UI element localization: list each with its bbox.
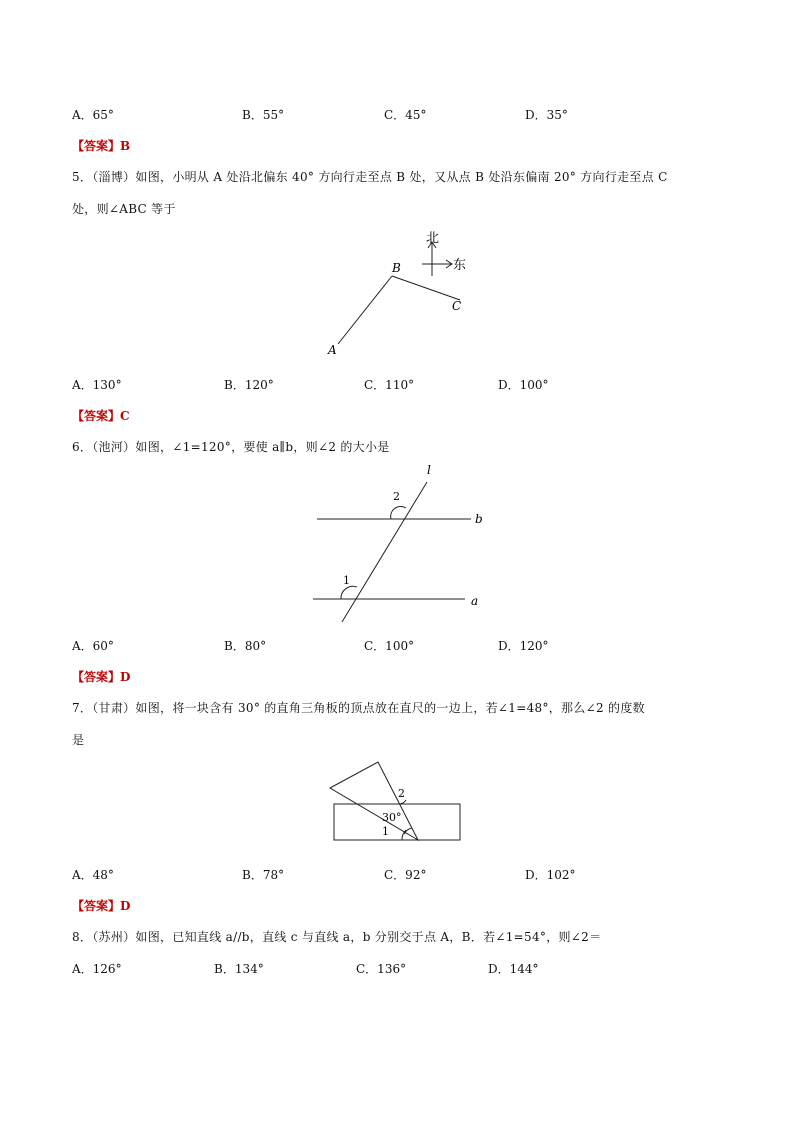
segment-ab — [338, 276, 392, 344]
q5-text-line1: 5．（淄博）如图，小明从 A 处沿北偏东 40° 方向行走至点 B 处，又从点 B 处沿东偏南 20° 方向行走至点 C — [72, 170, 668, 184]
q4-answer — [72, 137, 130, 154]
q8-option-d: D．144° — [488, 962, 539, 976]
q5-figure — [310, 228, 490, 358]
q6-option-d: D．120° — [498, 639, 549, 653]
q5-option-a: A．130° — [72, 378, 122, 392]
q8-option-b: B．134° — [214, 962, 264, 976]
q8-options — [72, 960, 672, 976]
answer-label: 【答案】 — [72, 139, 121, 153]
angle-1-label: 1 — [343, 574, 350, 587]
answer-label: 【答案】 — [72, 670, 121, 684]
answer-value: B — [120, 139, 131, 153]
q8-option-c: C．136° — [356, 962, 407, 976]
q7-text-line2: 是 — [72, 733, 85, 747]
line-b-label: b — [475, 512, 483, 526]
q5-text-line2: 处，则∠ABC 等于 — [72, 202, 176, 216]
answer-label: 【答案】 — [72, 899, 121, 913]
q7-option-a: A．48° — [72, 868, 114, 882]
q5-option-c: C．110° — [364, 378, 415, 392]
q5-options — [72, 376, 672, 392]
point-a-label: A — [328, 343, 337, 357]
q6-option-c: C．100° — [364, 639, 415, 653]
angle-30-label: 30° — [382, 811, 402, 824]
q5-option-b: B．120° — [224, 378, 274, 392]
compass-east-label: 东 — [453, 258, 467, 273]
q4-option-a: A．65° — [72, 108, 114, 122]
compass-north-label: 北 — [426, 231, 440, 246]
q7-answer — [72, 897, 130, 914]
q7-option-b: B．78° — [242, 868, 285, 882]
q4-option-b: B．55° — [242, 108, 285, 122]
q4-option-c: C．45° — [384, 108, 427, 122]
angle-1-arc — [341, 586, 357, 599]
answer-label: 【答案】 — [72, 409, 121, 423]
angle-2-label: 2 — [393, 490, 400, 503]
q7-options — [72, 866, 672, 882]
angle-2-arc — [391, 506, 406, 519]
answer-value: D — [120, 899, 131, 913]
point-c-label: C — [452, 299, 462, 313]
segment-bc — [392, 276, 460, 300]
q6-answer — [72, 668, 130, 685]
q6-text-line1: 6．（池河）如图，∠1=120°，要使 a∥b，则∠2 的大小是 — [72, 440, 390, 454]
line-a-label: a — [471, 594, 479, 608]
q4-option-d: D．35° — [525, 108, 568, 122]
q5-option-d: D．100° — [498, 378, 549, 392]
q5-answer — [72, 407, 130, 424]
line-l-label: l — [427, 463, 431, 477]
q7-option-d: D．102° — [525, 868, 576, 882]
q7-text-line1: 7．（甘肃）如图，将一块含有 30° 的直角三角板的顶点放在直尺的一边上，若∠1=48°，那么∠2 的度数 — [72, 701, 645, 715]
q7-option-c: C．92° — [384, 868, 427, 882]
q6-option-a: A．60° — [72, 639, 114, 653]
q6-option-b: B．80° — [224, 639, 267, 653]
point-b-label: B — [392, 261, 401, 275]
angle-1-label: 1 — [382, 825, 389, 838]
q6-figure — [305, 460, 495, 625]
line-l — [342, 482, 427, 622]
angle-2-label: 2 — [398, 787, 405, 800]
q6-options — [72, 637, 672, 653]
q8-option-a: A．126° — [72, 962, 122, 976]
q4-options — [72, 106, 672, 122]
answer-value: D — [120, 670, 131, 684]
answer-value: C — [120, 409, 130, 423]
q7-figure — [320, 756, 470, 846]
q8-text-line1: 8．（苏州）如图，已知直线 a//b，直线 c 与直线 a，b 分别交于点 A，B．若∠1=54°，则∠2＝ — [72, 930, 602, 944]
